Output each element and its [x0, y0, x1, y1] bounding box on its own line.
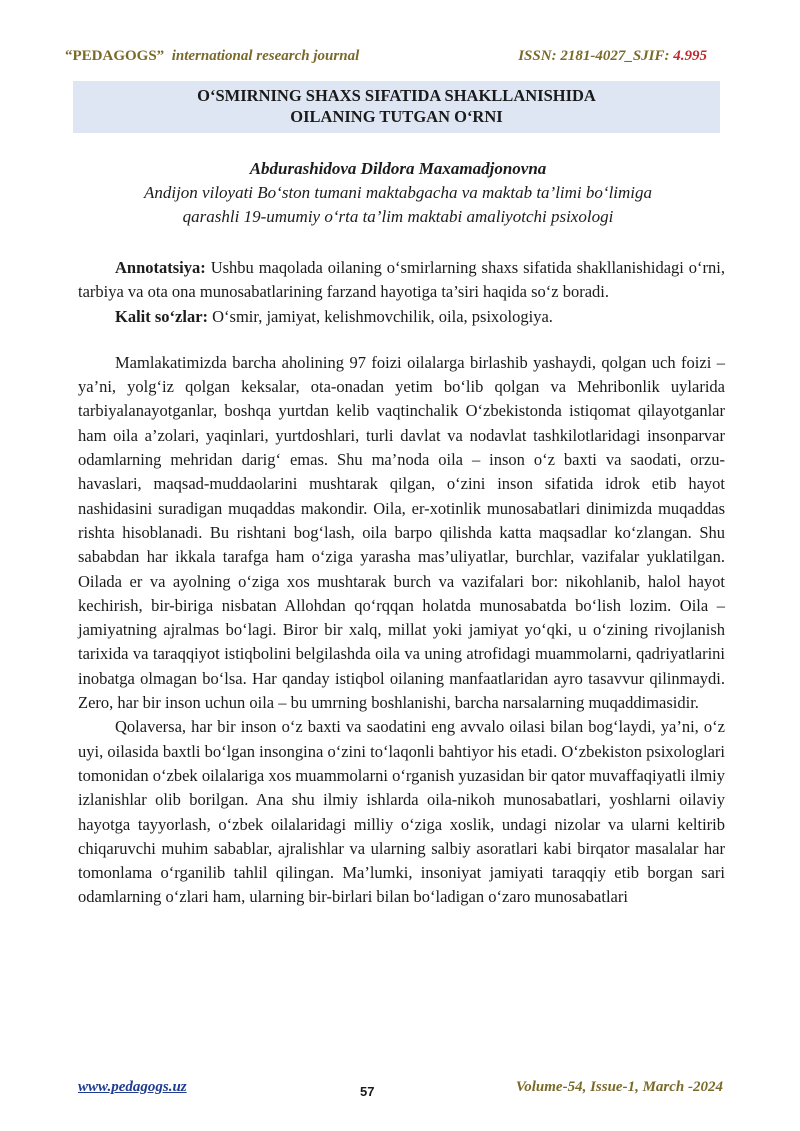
article-title [73, 81, 720, 133]
website-link[interactable]: www.pedagogs.uz [78, 1079, 187, 1095]
keywords [78, 305, 725, 329]
keywords-label: Kalit so‘zlar: [115, 306, 209, 326]
author-name: Abdurashidova Dildora Maxamadjonovna [249, 159, 547, 178]
body-paragraph: Mamlakatimizda barcha aholining 97 foizi oilalarga birlashib yashaydi, qolgan uch foizi – ya’ni, yolg‘iz qolgan keksalar, ota-onadan yetim bo‘lib qolgan va Mehribonlik uylarida tarbiyalanayotganlar, boshqa yurtdan kelib vaqtinchalik O‘zbekistonda istiqomat qilayotganlar ham oila a’zolari, yaqinlari, yurtdoshlari, turli davlat va nodavlat tashkilotlaridagi insonparvar odamlarning mehridan darig‘ emas. Shu ma’noda oila – inson o‘z baxti va saodati, orzu-havaslari, maqsad-muddaolarini mushtarak qilgan, o‘zini inson sifatida idrok etib hayot nashidasini suradigan muqaddas makondir. Oila, er-xotinlik munosabatlari dinimizda muqaddas rishta hisoblanadi. Bu rishtani bog‘lash, oila barpo qilishda katta maqsadlar ko‘zlangan. Shu sababdan har ikkala tarafga ham o‘ziga yarasha mas’uliyatlar, burchlar, vazifalar yuklatilgan. Oilada er va ayolning o‘ziga xos mushtarak burch va vazifalari bor: nikohlanib, halol hayot kechirish, bir-biriga nisbatan Allohdan qo‘rqqan holatda munosabatda bo‘lish lozim. Oila – jamiyatning ajralmas bo‘lagi. Biror bir xalq, millat yoki jamiyat yo‘qki, u o‘zining rivojlanish tarixida va taraqqiyot istiqbolini belgilashda oila va uning atrofidagi muammolarni, qadriyatlarini inobatga olmagan bo‘lsa. Har qanday istiqbol oilaning manfaatlaridan ayro tasavvur qilinmaydi. Zero, har bir inson uchun oila – bu umrning boshlanishi, barcha narsalarning muqaddimasidir. [78, 352, 725, 713]
author-affiliation-2: qarashli 19-umumiy o‘rta ta’lim maktabi amaliyotchi psixologi [182, 207, 614, 226]
journal-name: “PEDAGOGS” [65, 48, 165, 64]
body-paragraph: Qolaversa, har bir inson o‘z baxti va saodatini eng avvalo oilasi bilan bog‘laydi, ya’ni, o‘z uyi, oilasida baxtli bo‘lgan insongina o‘zini to‘laqonli bahtiyor his etadi. O‘zbekiston psixologlari tomonidan o‘zbek oilalariga xos muammolarni o‘rganish yuzasidan bir qator muvaffaqiyatli ilmiy izlanishlar olib borilgan. Ana shu ilmiy ishlarda oila-nikoh munosabatlari, yoshlarni oilaviy hayotga tayyorlash, o‘zbek oilalaridagi milliy o‘ziga xoslik, undagi nizolar va ularni keltirib chiqaruvchi muhim sabablar, ajralishlar va ularning salbiy asoratlari kabi birqator masalalar har tomonlama o‘rganilib tahlil qilingan. Ma’lumki, insoniyat jamiyati taraqqiy etib borgan sari odamlarning o‘zlari ham, ularning bir-birlari bilan bo‘ladigan o‘zaro munosabatlari [78, 717, 725, 907]
abstract-text: Ushbu maqolada oilaning o‘smirlarning shaxs sifatida shakllanishidagi o‘rni, tarbiya va ota ona munosabatlarining farzand hayotiga ta’siri haqida so‘z boradi. [78, 258, 725, 302]
page-footer [78, 1079, 723, 1101]
article-body [78, 256, 725, 910]
author-block [78, 157, 718, 229]
author-affiliation-1: Andijon viloyati Bo‘ston tumani maktabgacha va maktab ta’limi bo‘limiga [143, 183, 653, 202]
volume-info: Volume-54, Issue-1, March -2024 [515, 1079, 723, 1095]
journal-header [65, 48, 745, 70]
issn-label: ISSN: 2181-4027_SJIF: [518, 48, 670, 64]
page-number: 57 [360, 1084, 375, 1099]
journal-brand [65, 48, 359, 65]
title-line-1: O‘SMIRNING SHAXS SIFATIDA SHAKLLANISHIDA [197, 86, 596, 105]
sjif-value: 4.995 [673, 48, 707, 64]
issn-sjif [518, 48, 707, 65]
title-line-2: OILANING TUTGAN O‘RNI [290, 107, 503, 126]
journal-subtitle: international research journal [171, 48, 360, 64]
abstract [78, 256, 725, 305]
abstract-label: Annotatsiya: [115, 258, 206, 277]
keywords-text: O‘smir, jamiyat, kelishmovchilik, oila, psixologiya. [208, 306, 553, 326]
